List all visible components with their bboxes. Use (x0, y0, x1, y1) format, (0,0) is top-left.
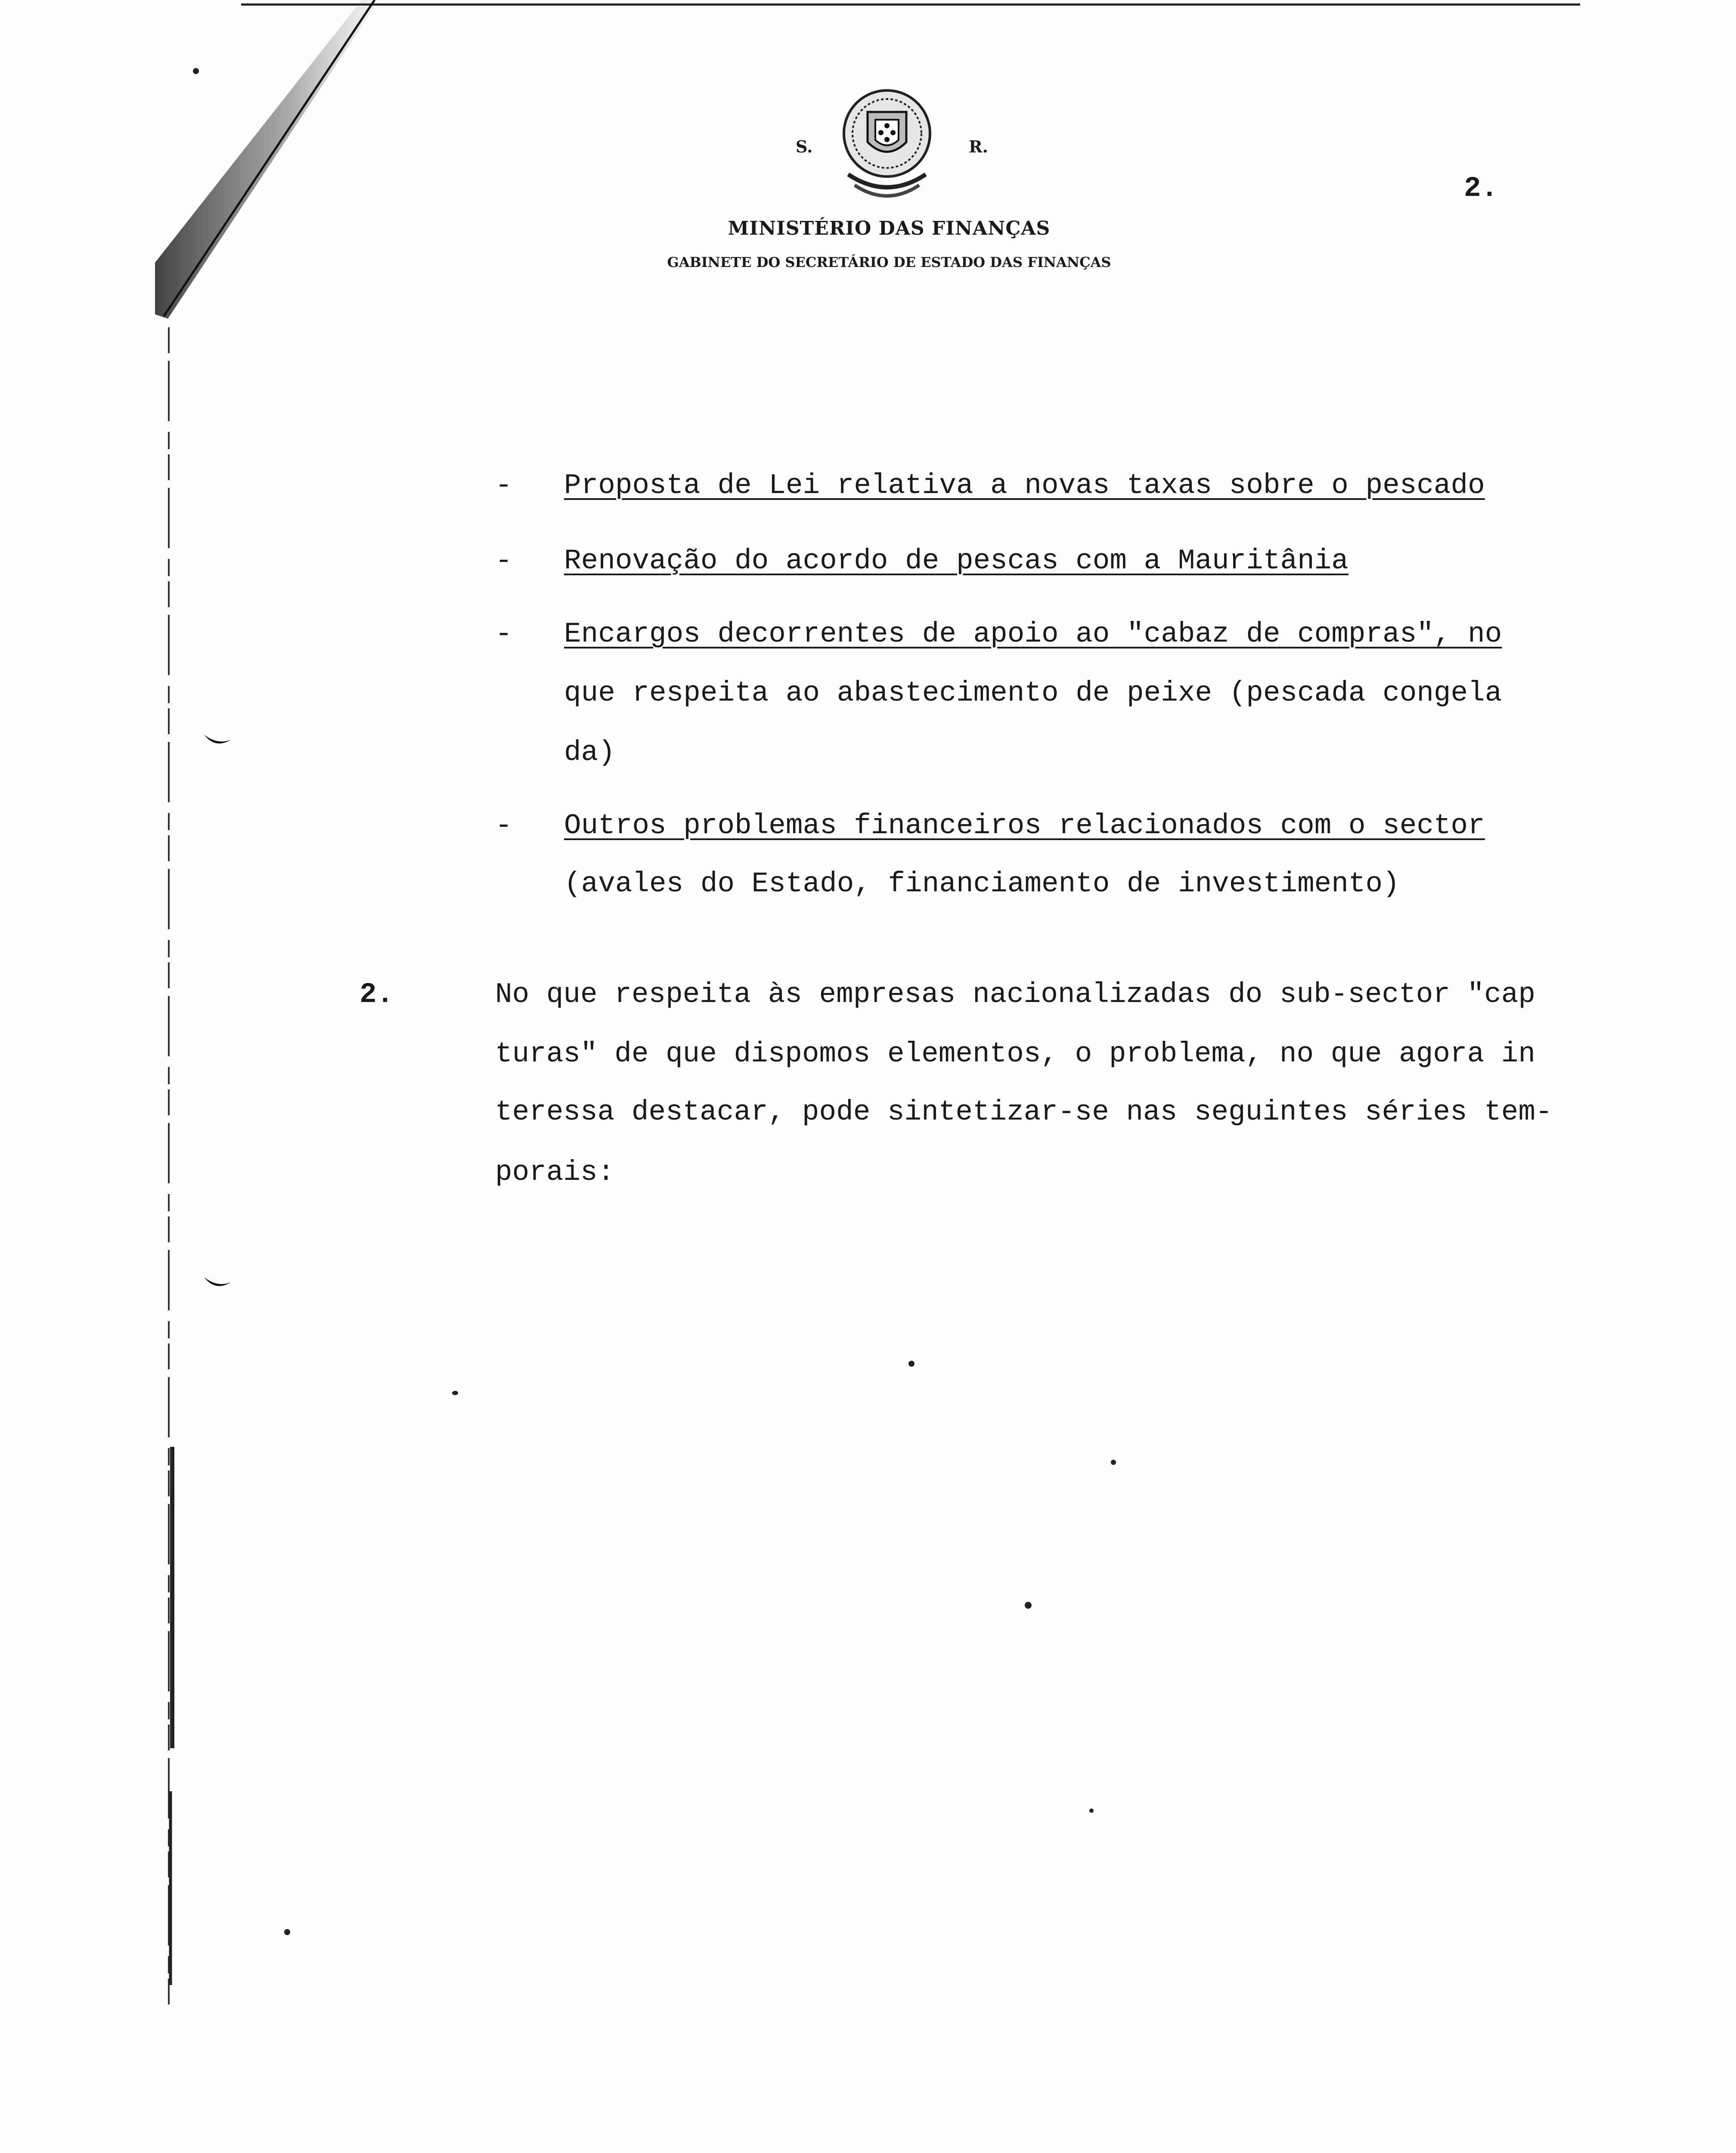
scan-speck (908, 1361, 914, 1367)
bullet-line: Proposta de Lei relativa a novas taxas sobre o pescado (564, 469, 1485, 502)
bullet-line: (avales do Estado, financiamento de investimento) (564, 868, 1400, 900)
scan-corner-shadow (155, 0, 396, 319)
scan-left-edge (155, 327, 181, 2007)
margin-tick-mark (202, 1275, 232, 1294)
ministry-title: MINISTÉRIO DAS FINANÇAS (728, 217, 1051, 239)
bullet-marker: - (495, 469, 512, 502)
cabinet-subtitle: GABINETE DO SECRETÁRIO DE ESTADO DAS FINANÇAS (667, 254, 1111, 270)
bullet-marker: - (495, 545, 512, 577)
paragraph-line: porais: (495, 1156, 615, 1188)
scan-speck (1111, 1460, 1116, 1465)
scan-speck (452, 1391, 458, 1395)
page-number: 2. (1464, 172, 1498, 205)
bullet-marker: - (495, 618, 512, 650)
bullet-line: que respeita ao abastecimento de peixe (pescada congela (564, 677, 1502, 709)
section-number: 2. (360, 978, 394, 1011)
scan-speck (1025, 1602, 1032, 1609)
bullet-line: da) (564, 736, 615, 769)
scan-speck (284, 1929, 290, 1935)
paragraph-line: No que respeita às empresas nacionalizadas do sub-sector "cap (495, 978, 1535, 1011)
bullet-marker: - (495, 810, 512, 842)
paragraph-line: turas" de que dispomos elementos, o problema, no que agora in (495, 1038, 1535, 1070)
margin-tick-mark (202, 732, 232, 752)
paragraph-line: teressa destacar, pode sintetizar-se nas seguintes séries tem- (495, 1096, 1553, 1128)
coat-of-arms-emblem (831, 82, 943, 211)
emblem-letter-s: S. (796, 137, 813, 156)
scan-top-edge (241, 3, 1580, 6)
scan-speck (1089, 1809, 1094, 1813)
bullet-line: Outros problemas financeiros relacionados com o sector (564, 810, 1485, 842)
bullet-line: Renovação do acordo de pescas com a Mauritânia (564, 545, 1348, 577)
bullet-line: Encargos decorrentes de apoio ao "cabaz de compras", no (564, 618, 1502, 650)
emblem-letter-r: R. (969, 137, 988, 156)
